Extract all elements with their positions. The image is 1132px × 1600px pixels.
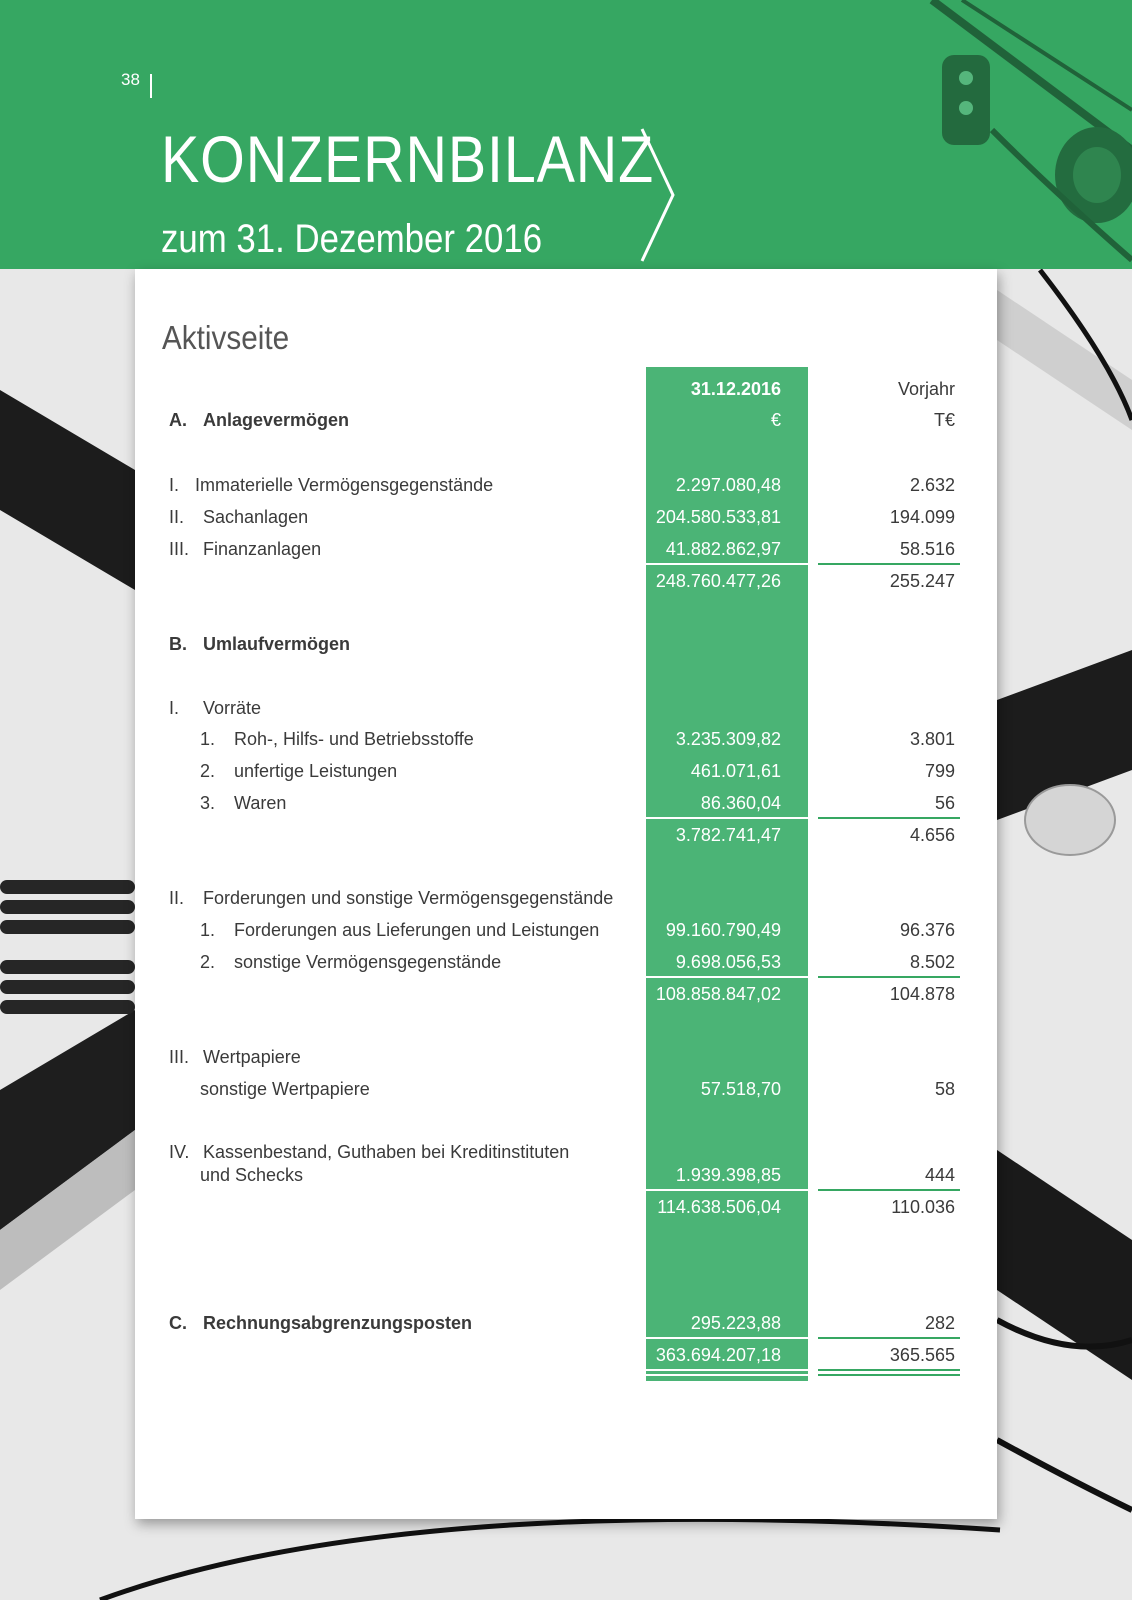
page-subtitle: zum 31. Dezember 2016 — [161, 217, 543, 261]
row-label: Wertpapiere — [203, 1047, 301, 1067]
page-number-divider — [150, 74, 152, 98]
row-prefix: IV. — [169, 1142, 190, 1162]
row-prefix: 1. — [200, 729, 216, 749]
row-label: Roh-, Hilfs- und Betriebsstoffe — [234, 729, 474, 749]
previous-unit-header: T€ — [933, 410, 955, 430]
row-prefix: A. — [169, 410, 187, 430]
row-label: Finanzanlagen — [203, 539, 322, 559]
subtotal-previous: 255.247 — [889, 571, 955, 591]
current-unit-header: € — [770, 410, 781, 430]
previous-value: 58.516 — [899, 539, 955, 559]
grand-total-previous: 365.565 — [889, 1345, 955, 1365]
current-date-header: 31.12.2016 — [690, 379, 781, 399]
row-label: Vorräte — [203, 698, 262, 718]
row-label: Sachanlagen — [203, 507, 309, 527]
previous-value: 799 — [924, 761, 955, 781]
row-prefix: 2. — [200, 761, 216, 781]
subtotal-current: 108.858.847,02 — [655, 984, 781, 1004]
row-label: Kassenbestand, Guthaben bei Kreditinstituten — [203, 1142, 570, 1162]
header-band — [0, 0, 1132, 269]
previous-value: 3.801 — [909, 729, 955, 749]
row-label: sonstige Vermögensgegenstände — [234, 952, 502, 972]
row-label: Umlaufvermögen — [203, 634, 351, 654]
row-label: Rechnungsabgrenzungsposten — [203, 1313, 473, 1333]
previous-value: 2.632 — [909, 475, 955, 495]
subtotal-rule — [646, 817, 808, 819]
row-prefix: 1. — [200, 920, 216, 940]
current-value: 461.071,61 — [690, 761, 781, 781]
double-rule — [818, 1374, 960, 1376]
row-prefix: III. — [169, 1047, 190, 1067]
row-prefix: C. — [169, 1313, 187, 1333]
previous-year-header: Vorjahr — [897, 379, 955, 399]
previous-value: 8.502 — [909, 952, 955, 972]
page-title: KONZERNBILANZ — [161, 122, 655, 196]
row-label-continued: und Schecks — [200, 1165, 304, 1185]
subtotal-current: 114.638.506,04 — [657, 1197, 781, 1217]
previous-value: 58 — [934, 1079, 955, 1099]
current-value: 86.360,04 — [700, 793, 781, 813]
subtotal-previous: 110.036 — [891, 1197, 955, 1217]
current-value: 99.160.790,49 — [665, 920, 781, 940]
row-prefix: I. — [169, 475, 180, 495]
row-prefix: II. — [169, 888, 185, 908]
current-value: 57.518,70 — [700, 1079, 781, 1099]
section-title: Aktivseite — [162, 319, 290, 356]
double-rule — [646, 1369, 808, 1371]
page-number: 38 — [121, 70, 140, 89]
total-rule — [818, 1337, 960, 1339]
row-prefix: III. — [169, 539, 190, 559]
row-label: sonstige Wertpapiere — [200, 1079, 370, 1099]
current-value: 295.223,88 — [690, 1313, 781, 1333]
row-label: Anlagevermögen — [203, 410, 350, 430]
current-value: 1.939.398,85 — [675, 1165, 781, 1185]
subtotal-rule — [818, 817, 960, 819]
grand-total-current: 363.694.207,18 — [655, 1345, 781, 1365]
current-value: 9.698.056,53 — [675, 952, 781, 972]
previous-value: 194.099 — [889, 507, 955, 527]
total-rule — [646, 1337, 808, 1339]
previous-value: 96.376 — [899, 920, 955, 940]
row-prefix: II. — [169, 507, 185, 527]
subtotal-rule — [646, 976, 808, 978]
subtotal-rule — [646, 1189, 808, 1191]
row-label: Forderungen und sonstige Vermögensgegenstände — [203, 888, 614, 908]
current-value: 2.297.080,48 — [675, 475, 781, 495]
row-prefix: 2. — [200, 952, 216, 972]
subtotal-rule — [818, 563, 960, 565]
previous-value: 282 — [924, 1313, 955, 1333]
subtotal-rule — [818, 1189, 960, 1191]
subtotal-current: 248.760.477,26 — [655, 571, 781, 591]
chevron-right-icon — [640, 127, 676, 263]
subtotal-previous: 4.656 — [909, 825, 955, 845]
row-label: Forderungen aus Lieferungen und Leistungen — [234, 920, 600, 940]
subtotal-rule — [818, 976, 960, 978]
balance-sheet-card — [135, 269, 997, 1519]
row-label: Immaterielle Vermögensgegenstände — [195, 475, 494, 495]
subtotal-previous: 104.878 — [889, 984, 955, 1004]
current-value: 41.882.862,97 — [665, 539, 781, 559]
current-value: 204.580.533,81 — [655, 507, 781, 527]
row-label: Waren — [234, 793, 287, 813]
double-rule — [818, 1369, 960, 1371]
row-prefix: I. — [169, 698, 180, 718]
previous-value: 444 — [924, 1165, 955, 1185]
current-value: 3.235.309,82 — [675, 729, 781, 749]
previous-value: 56 — [934, 793, 955, 813]
row-prefix: B. — [169, 634, 187, 654]
subtotal-rule — [646, 563, 808, 565]
double-rule — [646, 1374, 808, 1376]
subtotal-current: 3.782.741,47 — [675, 825, 781, 845]
row-label: unfertige Leistungen — [234, 761, 398, 781]
header-insulator-photo — [892, 0, 1132, 269]
row-prefix: 3. — [200, 793, 216, 813]
